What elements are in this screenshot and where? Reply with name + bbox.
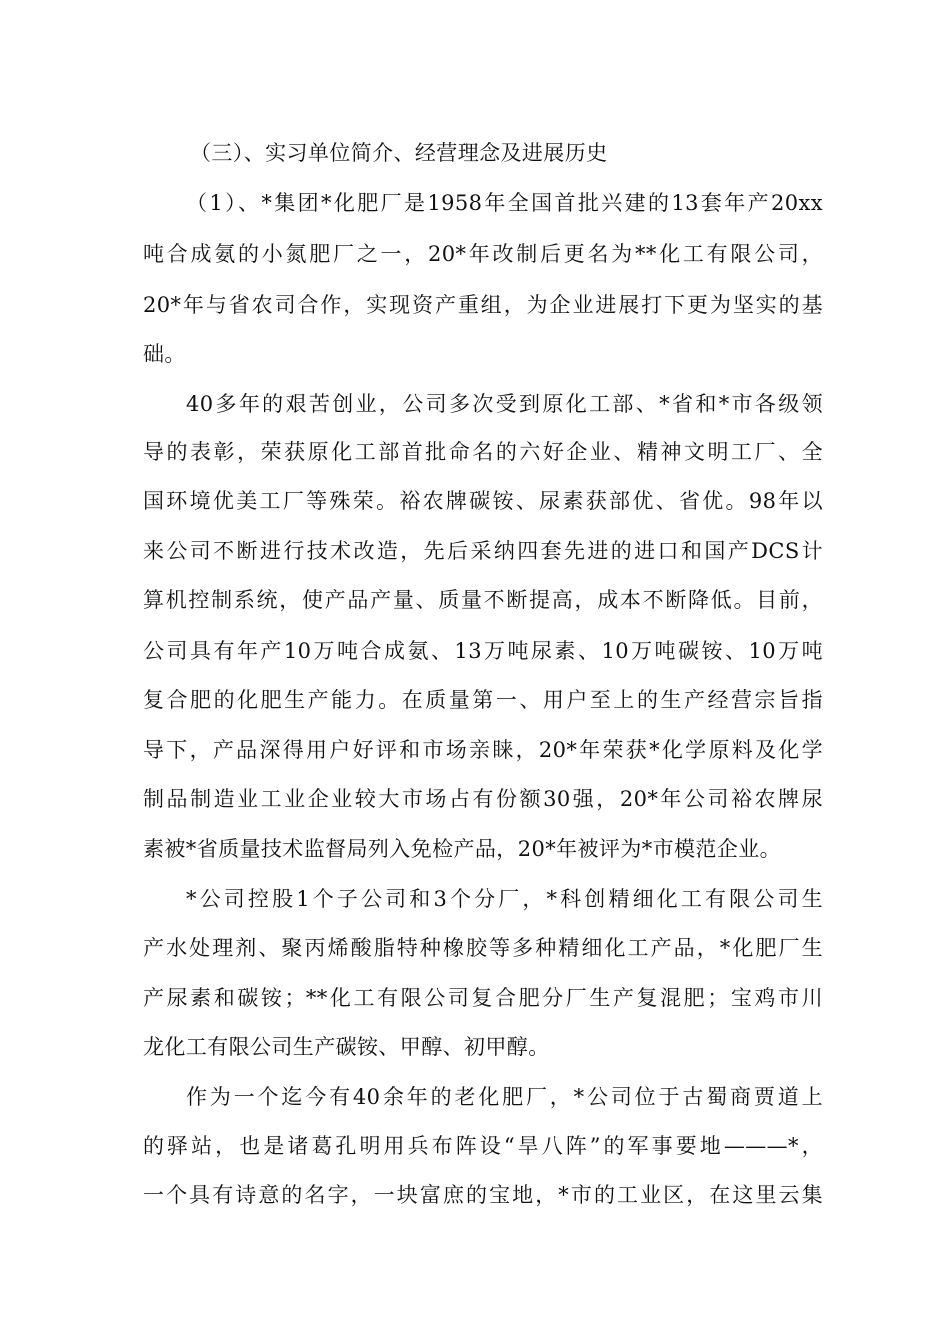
paragraph-1-line-1: （1）、*集团*化肥厂是1958年全国首批兴建的13套年产20xx [186,191,823,215]
paragraph-2-line-10: 素被*省质量技术监督局列入免检产品，20*年被评为*市模范企业。 [143,837,782,861]
paragraph-1-line-4: 础。 [143,342,186,366]
paragraph-1-line-2: 吨合成氨的小氮肥厂之一，20*年改制后更名为**化工有限公司， [143,242,823,266]
paragraph-3-line-4: 龙化工有限公司生产碳铵、甲醇、初甲醇。 [143,1035,550,1059]
paragraph-3-line-1: *公司控股1个子公司和3个分厂，*科创精细化工有限公司生 [186,887,823,911]
paragraph-4-line-1: 作为一个迄今有40余年的老化肥厂，*公司位于古蜀商贾道上 [186,1085,823,1109]
paragraph-4-line-3: 一个具有诗意的名字，一块富庶的宝地，*市的工业区，在这里云集 [143,1183,823,1207]
paragraph-1-line-3: 20*年与省农司合作，实现资产重组，为企业进展打下更为坚实的基 [143,293,823,317]
paragraph-4-line-2: 的驿站，也是诸葛孔明用兵布阵设“旱八阵”的军事要地———*， [143,1134,823,1158]
paragraph-3-line-3: 产尿素和碳铵；**化工有限公司复合肥分厂生产复混肥；宝鸡市川 [143,986,823,1010]
paragraph-2-line-1: 40多年的艰苦创业，公司多次受到原化工部、*省和*市各级领 [186,392,823,416]
paragraph-2-line-4: 来公司不断进行技术改造，先后采纳四套先进的进口和国产DCS计 [143,539,823,563]
paragraph-2-line-8: 导下，产品深得用户好评和市场亲睐，20*年荣获*化学原料及化学 [143,738,823,762]
paragraph-3-line-2: 产水处理剂、聚丙烯酸脂特种橡胶等多种精细化工产品，*化肥厂生 [143,936,823,960]
paragraph-2-line-3: 国环境优美工厂等殊荣。裕农牌碳铵、尿素获部优、省优。98年以 [143,489,823,513]
paragraph-2-line-5: 算机控制系统，使产品产量、质量不断提高，成本不断降低。目前， [143,588,823,612]
section-heading: （三）、实习单位简介、经营理念及进展历史 [190,141,608,165]
paragraph-2-line-9: 制品制造业工业企业较大市场占有份额30强，20*年公司裕农牌尿 [143,787,823,811]
paragraph-2-line-6: 公司具有年产10万吨合成氨、13万吨尿素、10万吨碳铵、10万吨 [143,639,823,663]
paragraph-2-line-7: 复合肥的化肥生产能力。在质量第一、用户至上的生产经营宗旨指 [143,688,823,712]
paragraph-2-line-2: 导的表彰，荣获原化工部首批命名的六好企业、精神文明工厂、全 [143,440,823,464]
